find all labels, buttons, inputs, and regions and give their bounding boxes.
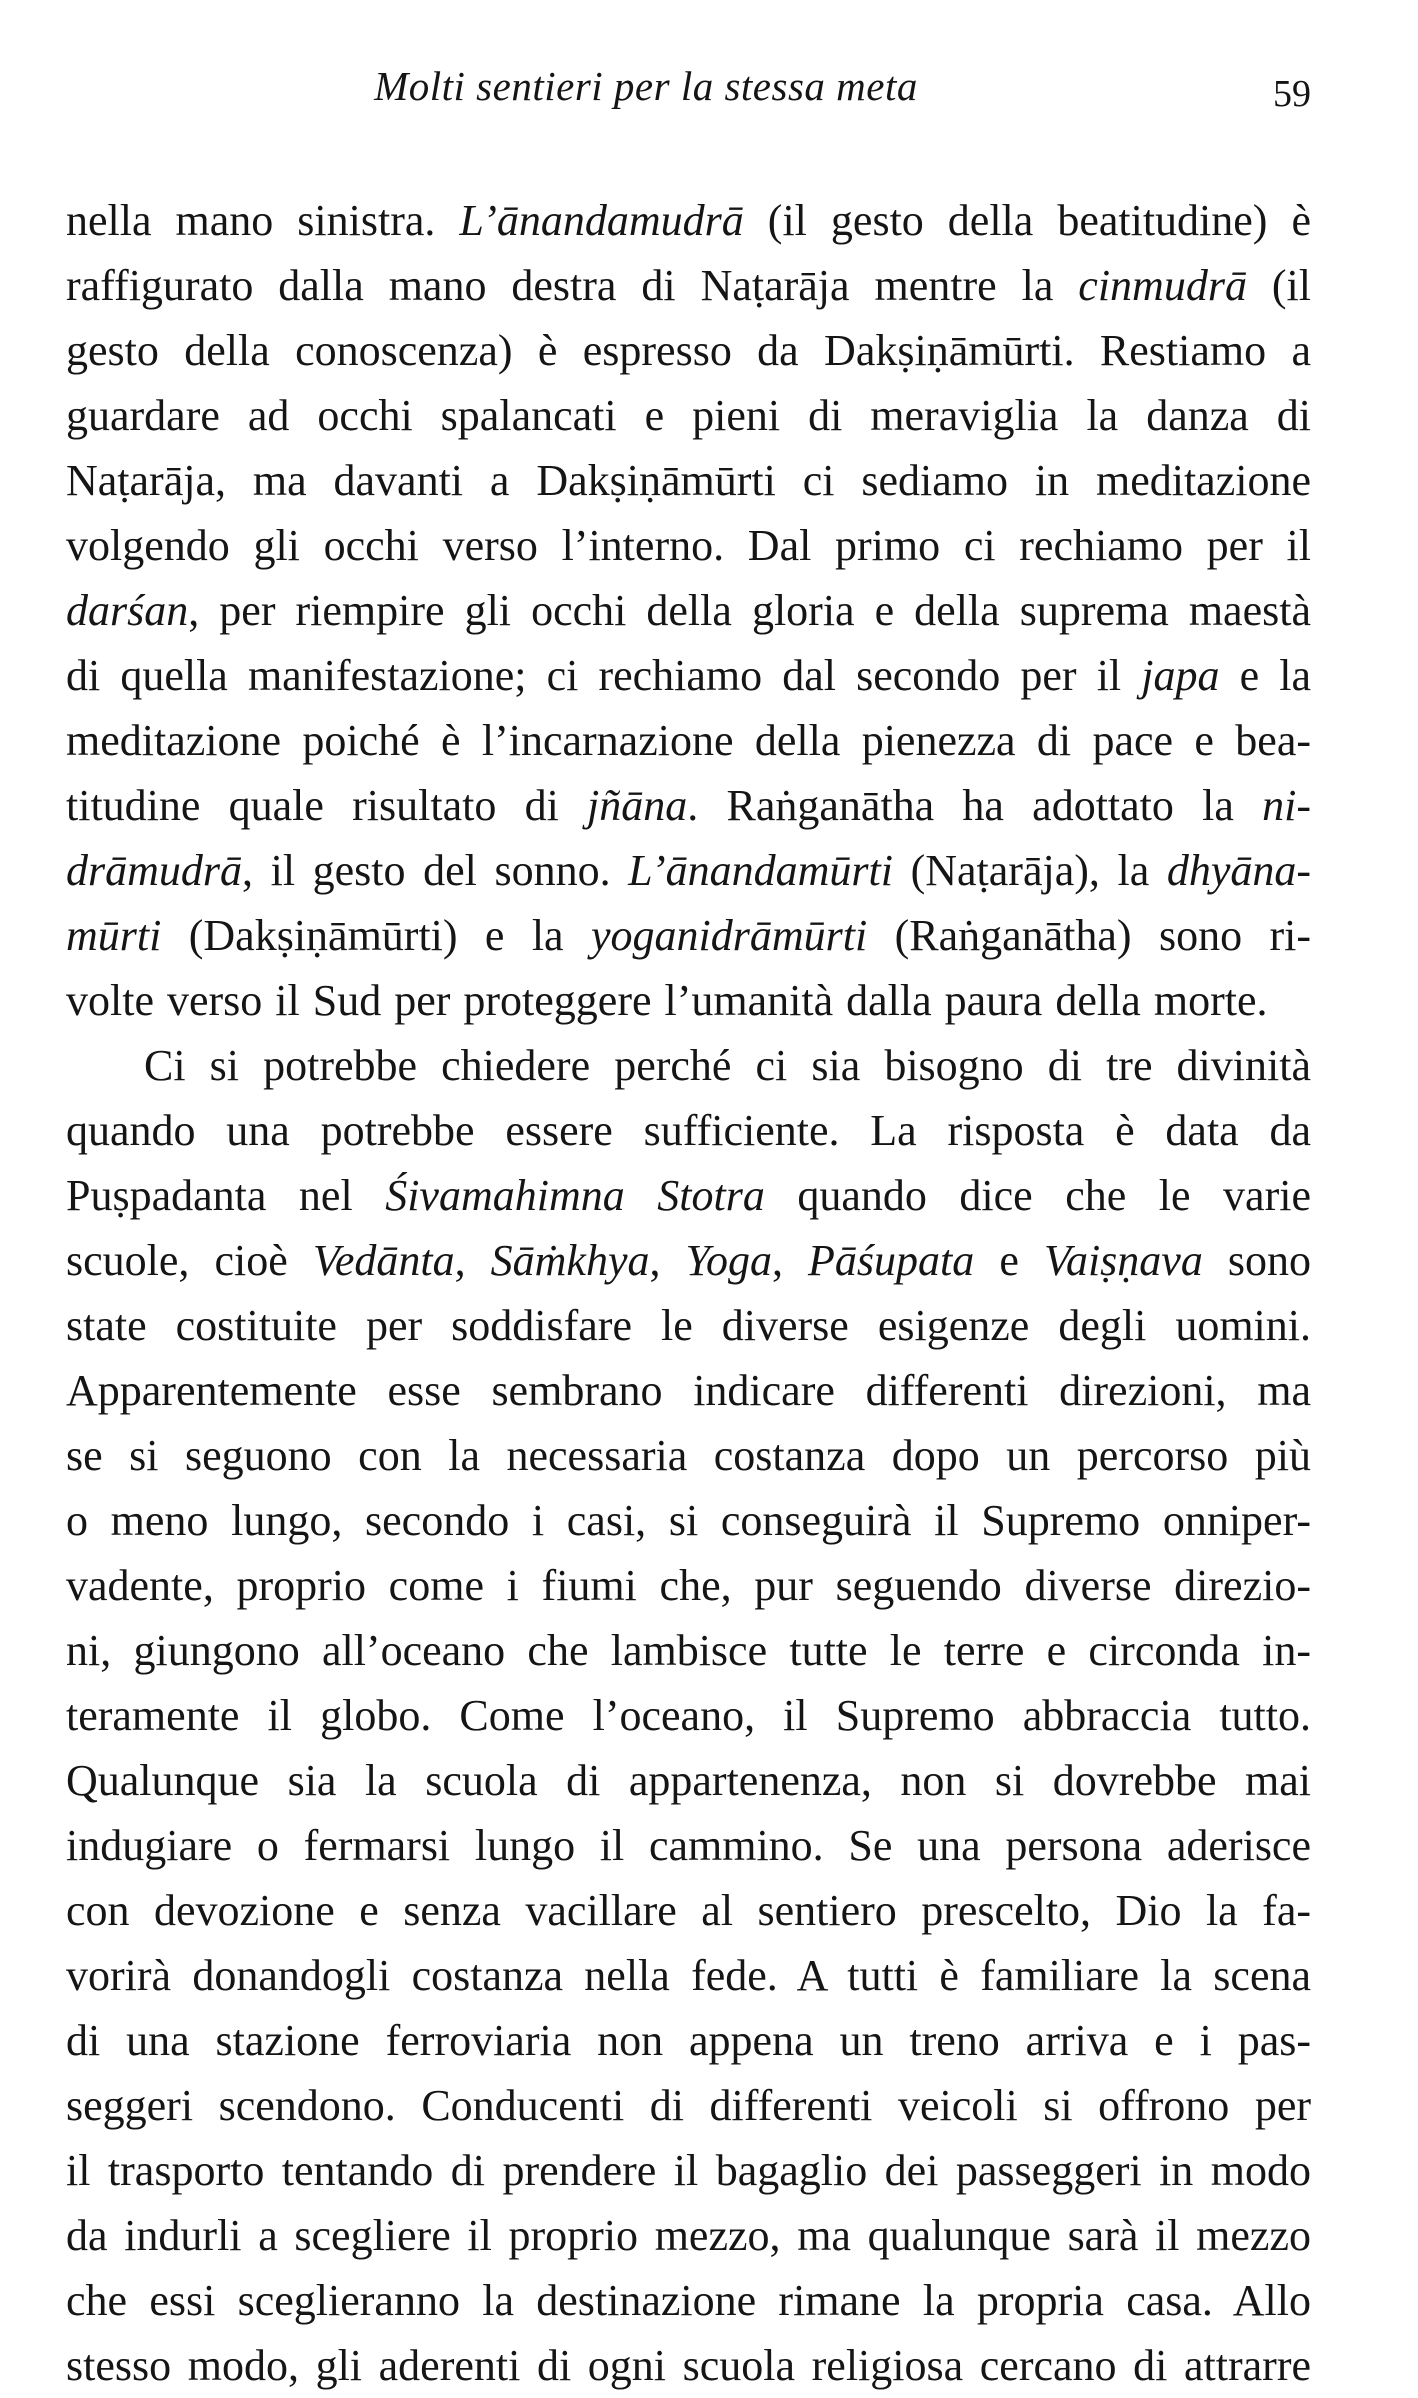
text-line: con devozione e senza vacillare al sentiero prescelto, Dio la fa-	[66, 1886, 1311, 1935]
body-text	[66, 188, 1311, 2398]
italic-term: Śivamahimna Stotra	[385, 1171, 765, 1220]
text-line: quando una potrebbe essere sufficiente. La risposta è data da	[66, 1106, 1311, 1155]
text-line: stesso modo, gli aderenti di ogni scuola religiosa cercano di attrarre	[66, 2341, 1311, 2390]
italic-term: mūrti	[66, 911, 162, 960]
italic-term: dhyāna-	[1166, 846, 1311, 895]
italic-term: drāmudrā	[66, 846, 243, 895]
text-line: nella mano sinistra. L’ānandamudrā (il gesto della beatitudine) è	[66, 196, 1311, 245]
text-line: scuole, cioè Vedānta, Sāṁkhya, Yoga, Pāśupata e Vaiṣṇava sono	[66, 1236, 1311, 1285]
italic-term: Vedānta	[312, 1236, 455, 1285]
italic-term: L’ānandamūrti	[628, 846, 893, 895]
text-line: volte verso il Sud per proteggere l’umanità dalla paura della morte.	[66, 976, 1268, 1025]
italic-term: Vaiṣṇava	[1043, 1236, 1203, 1285]
text-line: di una stazione ferroviaria non appena un treno arriva e i pas-	[66, 2016, 1311, 2065]
text-line: volgendo gli occhi verso l’interno. Dal primo ci rechiamo per il	[66, 521, 1311, 570]
text-line: mūrti (Dakṣiṇāmūrti) e la yoganidrāmūrti (Raṅganātha) sono ri-	[66, 911, 1311, 960]
text-line: Naṭarāja, ma davanti a Dakṣiṇāmūrti ci sediamo in meditazione	[66, 456, 1311, 505]
text-line: se si seguono con la necessaria costanza dopo un percorso più	[66, 1431, 1311, 1480]
text-line: darśan, per riempire gli occhi della gloria e della suprema maestà	[66, 586, 1311, 635]
text-line: Ci si potrebbe chiedere perché ci sia bisogno di tre divinità	[144, 1041, 1311, 1090]
text-line: seggeri scendono. Conducenti di differenti veicoli si offrono per	[66, 2081, 1311, 2130]
italic-term: japa	[1141, 651, 1220, 700]
text-line: meditazione poiché è l’incarnazione della pienezza di pace e bea-	[66, 716, 1311, 765]
text-line: Qualunque sia la scuola di appartenenza, non si dovrebbe mai	[66, 1756, 1311, 1805]
text-line: il trasporto tentando di prendere il bagaglio dei passeggeri in modo	[66, 2146, 1311, 2195]
text-line: o meno lungo, secondo i casi, si conseguirà il Supremo onniper-	[66, 1496, 1311, 1545]
text-line: Apparentemente esse sembrano indicare differenti direzioni, ma	[66, 1366, 1311, 1415]
italic-term: Pāśupata	[808, 1236, 975, 1285]
italic-term: ni-	[1262, 781, 1311, 830]
italic-term: jñāna	[587, 781, 688, 830]
text-line: gesto della conoscenza) è espresso da Dakṣiṇāmūrti. Restiamo a	[66, 326, 1311, 375]
text-line: vorirà donandogli costanza nella fede. A tutti è familiare la scena	[66, 1951, 1311, 2000]
italic-term: Yoga	[685, 1236, 772, 1285]
text-line: Puṣpadanta nel Śivamahimna Stotra quando dice che le varie	[66, 1171, 1311, 1220]
running-title: Molti sentieri per la stessa meta	[374, 63, 918, 109]
text-line: di quella manifestazione; ci rechiamo dal secondo per il japa e la	[66, 651, 1311, 700]
running-head	[66, 62, 1311, 122]
text-line: guardare ad occhi spalancati e pieni di meraviglia la danza di	[66, 391, 1311, 440]
text-line: teramente il globo. Come l’oceano, il Supremo abbraccia tutto.	[66, 1691, 1311, 1740]
italic-term: cinmudrā	[1078, 261, 1247, 310]
text-line: che essi sceglieranno la destinazione rimane la propria casa. Allo	[66, 2276, 1311, 2325]
text-line: state costituite per soddisfare le diverse esigenze degli uomini.	[66, 1301, 1311, 1350]
text-line: titudine quale risultato di jñāna. Raṅganātha ha adottato la ni-	[66, 781, 1311, 830]
italic-term: yoganidrāmūrti	[590, 911, 868, 960]
text-line: raffigurato dalla mano destra di Naṭarāja mentre la cinmudrā (il	[66, 261, 1311, 310]
text-line: indugiare o fermarsi lungo il cammino. Se una persona aderisce	[66, 1821, 1311, 1870]
page-number: 59	[1273, 73, 1311, 115]
italic-term: L’ānandamudrā	[459, 196, 744, 245]
text-line: ni, giungono all’oceano che lambisce tutte le terre e circonda in-	[66, 1626, 1311, 1675]
text-line: drāmudrā, il gesto del sonno. L’ānandamūrti (Naṭarāja), la dhyāna-	[66, 846, 1311, 895]
italic-term: Sāṁkhya	[490, 1236, 650, 1285]
text-line: vadente, proprio come i fiumi che, pur seguendo diverse direzio-	[66, 1561, 1311, 1610]
italic-term: darśan	[66, 586, 189, 635]
text-line: da indurli a scegliere il proprio mezzo, ma qualunque sarà il mezzo	[66, 2211, 1311, 2260]
